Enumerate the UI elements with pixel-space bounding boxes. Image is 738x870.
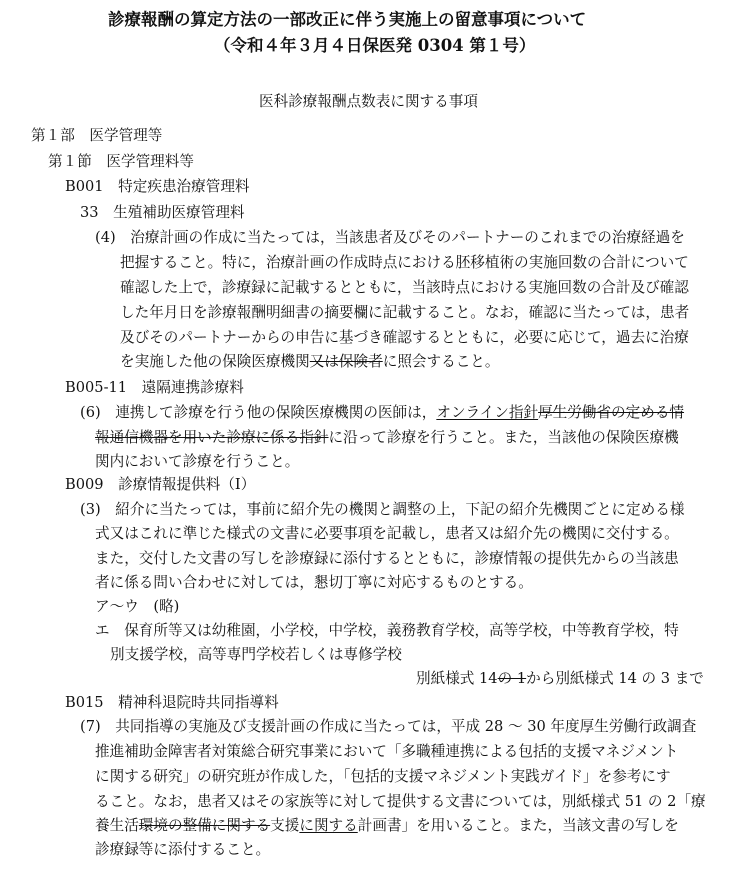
- b015-paragraph-line: [95, 816, 679, 836]
- deleted-text: 報通信機器を用いた診療に係る指針: [95, 429, 329, 446]
- part-heading: 第１部 医学管理等: [31, 127, 163, 144]
- b009-paragraph-line: (3) 紹介に当たっては，事前に紹介先の機関と調整の上，下記の紹介先機関ごとに定める様: [80, 501, 685, 518]
- text-run: に照会すること。: [382, 353, 500, 370]
- b009-list-omitted: ア～ウ (略): [95, 598, 180, 615]
- text-run: から別紙様式 14 の 3 まで: [526, 670, 704, 687]
- deleted-text: 環境の整備に関する: [138, 817, 271, 834]
- deleted-text: の 1: [497, 670, 527, 687]
- b005-paragraph-line: 関内において診療を行うこと。: [95, 453, 300, 470]
- b005-paragraph-line: [80, 403, 684, 423]
- section-heading: 第１節 医学管理料等: [48, 153, 194, 170]
- b015-paragraph-line: 推進補助金障害者対策総合研究事業において「多職種連携による包括的支援マネジメント: [95, 743, 679, 760]
- text-run: に沿って診療を行うこと。また，当該他の保険医療機: [328, 429, 679, 446]
- text-run: 養生活: [95, 817, 139, 834]
- b015-paragraph-line: 診療録等に添付すること。: [95, 841, 271, 858]
- b009-list-item-line: エ 保育所等又は幼稚園，小学校，中学校，義務教育学校，高等学校，中等教育学校，特: [95, 622, 679, 639]
- b001-paragraph-line: した年月日を診療報酬明細書の摘要欄に記載すること。なお，確認に当たっては，患者: [120, 304, 690, 321]
- text-run: (6) 連携して診療を行う他の保険医療機関の医師は，: [80, 404, 437, 421]
- text-run: を実施した他の保険医療機関: [120, 353, 310, 370]
- b001-paragraph-line: 確認した上で，診療録に記載するとともに，当該時点における実施回数の合計及び確認: [120, 279, 689, 296]
- b001-paragraph-line: 及びそのパートナーからの申告に基づき確認するとともに，必要に応じて，過去に治療: [120, 329, 689, 346]
- b009-paragraph-line: 式又はこれに準じた様式の文書に必要事項を記載し，患者又は紹介先の機関に交付する。: [95, 525, 679, 542]
- document-subtitle: 医科診療報酬点数表に関する事項: [259, 93, 478, 110]
- deleted-text: 又は保険者: [309, 353, 383, 370]
- b001-paragraph-line: [120, 352, 499, 372]
- deleted-text: 厚生労働省の定める情: [538, 404, 685, 421]
- text-run: 支援: [270, 817, 300, 834]
- document-title-reference: （令和４年３月４日保医発 0304 第１号）: [214, 36, 536, 55]
- inserted-text: に関する: [299, 817, 358, 834]
- inserted-text: オンライン指針: [436, 404, 539, 421]
- b009-list-item-line: 別支援学校，高等専門学校若しくは専修学校: [110, 646, 402, 663]
- text-run: 別紙様式 14: [416, 670, 498, 687]
- b001-paragraph-line: 把握すること。特に，治療計画の作成時点における胚移植術の実施回数の合計について: [120, 254, 689, 271]
- b009-heading: B009 診療情報提供料（Ⅰ）: [65, 476, 256, 493]
- text-run: 計画書」を用いること。また，当該文書の写しを: [357, 817, 679, 834]
- b009-form-reference: [416, 669, 704, 689]
- b015-paragraph-line: に関する研究」の研究班が作成した，「包括的支援マネジメント実践ガイド」を参考にす: [95, 768, 671, 785]
- b005-heading: B005-11 遠隔連携診療料: [65, 379, 244, 396]
- b001-heading: B001 特定疾患治療管理料: [65, 178, 250, 195]
- item-33-heading: 33 生殖補助医療管理料: [80, 204, 245, 221]
- b015-heading: B015 精神科退院時共同指導料: [65, 694, 279, 711]
- b001-paragraph-line: (4) 治療計画の作成に当たっては，当該患者及びそのパートナーのこれまでの治療経過を: [95, 229, 685, 246]
- b009-paragraph-line: 者に係る問い合わせに対しては，懇切丁寧に対応するものとする。: [95, 574, 533, 591]
- b015-paragraph-line: (7) 共同指導の実施及び支援計画の作成に当たっては，平成 28 ～ 30 年度厚生労働行政調査: [80, 718, 697, 735]
- b009-paragraph-line: また，交付した文書の写しを診療録に添付するとともに，診療情報の提供先からの当該患: [95, 550, 679, 567]
- document-title: 診療報酬の算定方法の一部改正に伴う実施上の留意事項について: [108, 10, 587, 29]
- b015-paragraph-line: ること。なお，患者又はその家族等に対して提供する文書については，別紙様式 51 の 2「療: [95, 793, 706, 810]
- b005-paragraph-line: [95, 428, 679, 448]
